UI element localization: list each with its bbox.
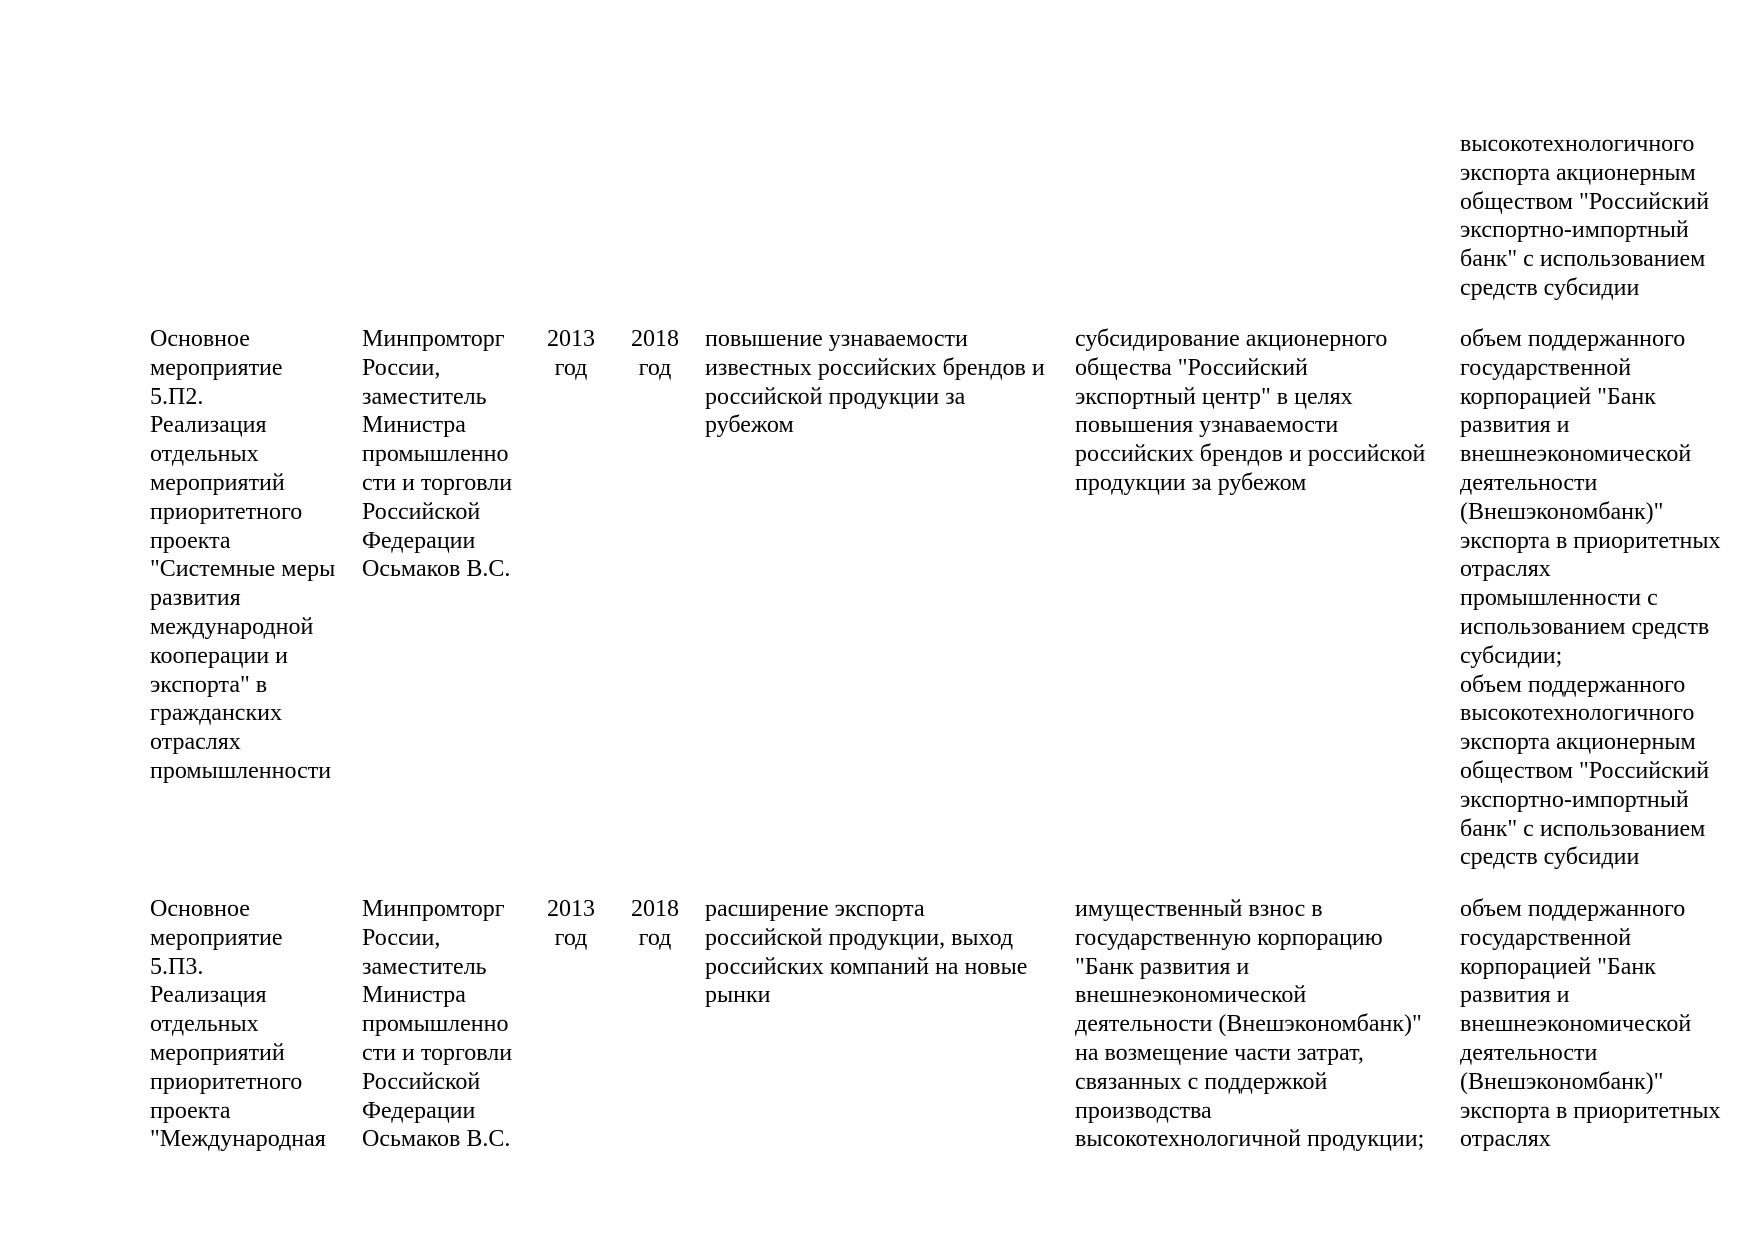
measure-cell: Основное мероприятие 5.П3. Реализация отдельных мероприятий приоритетного проекта "Международная: [150, 896, 326, 1153]
indicators-cell: высокотехнологичного экспорта акционерным обществом "Российский экспортно-импортный банк" с использованием средств субсидии: [1460, 131, 1710, 301]
responsible-cell: Минпромторг России, заместитель Министра промышленно сти и торговли Российской Федерации Осьмаков В.С.: [362, 326, 513, 583]
responsible-cell: Минпромторг России, заместитель Министра промышленно сти и торговли Российской Федерации Осьмаков В.С.: [362, 896, 513, 1153]
start-year-cell: 2013 год: [547, 326, 595, 381]
content-cell: субсидирование акционерного общества "Российский экспортный центр" в целях повышения узнаваемости российских брендов и российской продукции за рубежом: [1075, 326, 1426, 496]
end-year-cell: 2018 год: [631, 896, 679, 951]
indicators-cell: объем поддержанного государственной корпорацией "Банк развития и внешнеэкономической деятельности (Внешэкономбанк)" экспорта в приоритетных отраслях: [1460, 896, 1721, 1153]
indicators-cell: объем поддержанного государственной корпорацией "Банк развития и внешнеэкономической деятельности (Внешэкономбанк)" экспорта в приоритетных отраслях промышленности с использованием средств субсидии; объем поддержанного высокотехнологичного экспорта акционерным обществом "Российский экспортно-импортный банк" с использованием средств субсидии: [1460, 326, 1721, 871]
result-cell: повышение узнаваемости известных российских брендов и российской продукции за рубежом: [705, 326, 1045, 439]
content-cell: имущественный взнос в государственную корпорацию "Банк развития и внешнеэкономической деятельности (Внешэкономбанк)" на возмещение части затрат, связанных с поддержкой производства высокотехнологичной продукции;: [1075, 896, 1425, 1153]
end-year-cell: 2018 год: [631, 326, 679, 381]
start-year-cell: 2013 год: [547, 896, 595, 951]
measure-cell: Основное мероприятие 5.П2. Реализация отдельных мероприятий приоритетного проекта "Системные меры развития международной кооперации и экспорта" в гражданских отраслях промышленности: [150, 326, 336, 784]
result-cell: расширение экспорта российской продукции, выход российских компаний на новые рынки: [705, 896, 1028, 1009]
